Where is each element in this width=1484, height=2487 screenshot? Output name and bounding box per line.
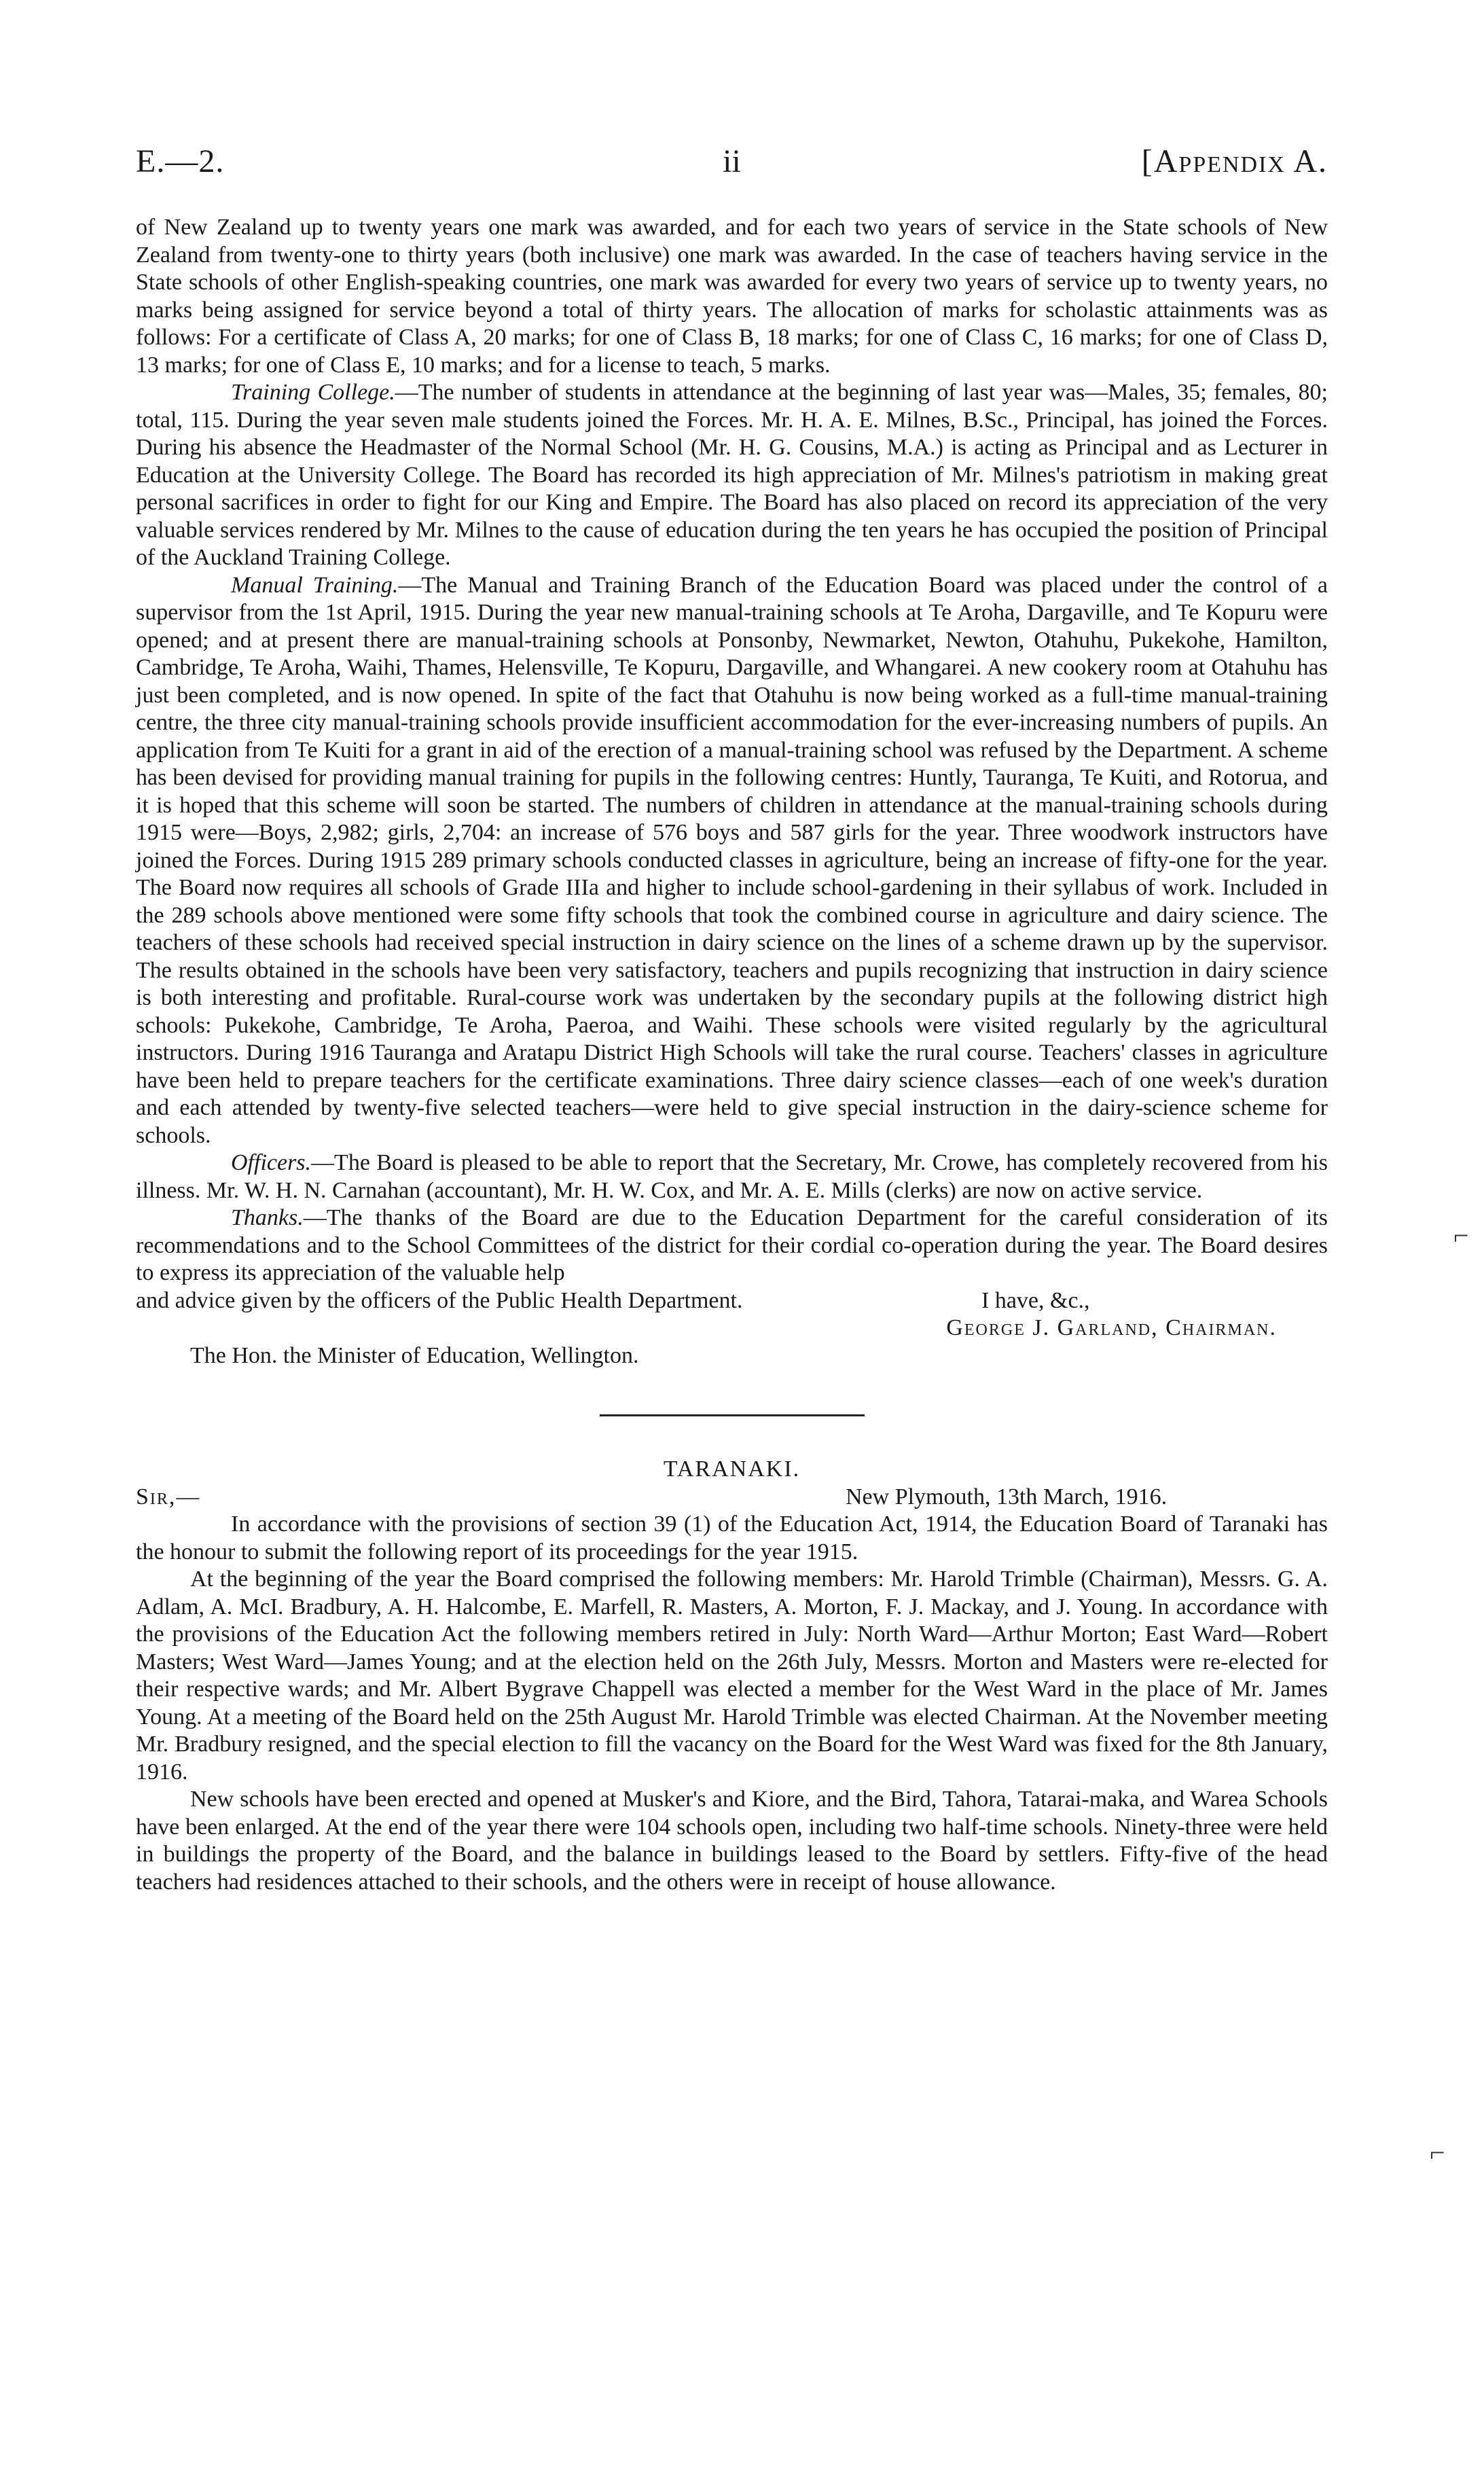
manual-training-heading: Manual Training. xyxy=(231,572,399,598)
taranaki-paragraph: At the beginning of the year the Board comprised the following members: Mr. Harold Trimble (Chairman), Messrs. G. A. Adlam, A. McI. Bradbury, A. H. Halcombe, E. Marfell, R. Masters, A. Morton, F. J. Mackay, and J. Young. In accordance with the provisions of the Education Act the following members retired in July: North Ward—Arthur Morton; East Ward—Robert Masters; West Ward—James Young; and at the election held on the 26th July, Messrs. Morton and Masters were re-elected for their respective wards; and Mr. Albert Bygrave Chappell was elected a member for the West Ward in the place of Mr. James Young. At a meeting of the Board held on the 25th August Mr. Harold Trimble was elected Chairman. At the November meeting Mr. Bradbury resigned, and the special election to fill the vacancy on the Board for the West Ward was fixed for the 8th January, 1916. xyxy=(136,1567,1328,1785)
thanks-closing-row xyxy=(136,1287,1328,1315)
training-college-text: —The number of students in attendance at the beginning of last year was—Males, 35; females, 80; total, 115. During the year seven male students joined the Forces. Mr. H. A. E. Milnes, B.Sc., Principal, has joined the Forces. During his absence the Headmaster of the Normal School (Mr. H. G. Cousins, M.A.) is acting as Principal and as Lecturer in Education at the University College. The Board has recorded its high appreciation of Mr. Milnes's patriotism in making great personal sacrifices in order to fight for our King and Empire. The Board has also placed on record its appreciation of the very valuable services rendered by Mr. Milnes to the cause of education during the ten years he has occupied the position of Principal of the Auckland Training College. xyxy=(136,380,1328,570)
place-date: New Plymouth, 13th March, 1916. xyxy=(846,1484,1168,1509)
closing-phrase: I have, &c., xyxy=(981,1287,1090,1313)
report-body xyxy=(136,214,1328,1896)
thanks-paragraph xyxy=(136,1204,1328,1287)
training-college-heading: Training College. xyxy=(231,380,395,405)
taranaki-paragraph: New schools have been erected and opened at Musker's and Kiore, and the Bird, Tahora, Tatarai-maka, and Warea Schools have been enlarged. At the end of the year there were 104 schools open, including two half-time schools. Ninety-three were held in buildings the property of the Board, and the balance in buildings leased to the Board by settlers. Fifty-five of the head teachers had residences attached to their schools, and the others were in receipt of house allowance. xyxy=(136,1787,1328,1895)
thanks-heading: Thanks. xyxy=(231,1205,304,1230)
margin-mark-icon: ⌐ xyxy=(1453,1220,1469,1251)
thanks-text: —The thanks of the Board are due to the Education Department for the careful consideration of its recommendations and to the School Committees of the district for their cordial co-operation during the year. The Board desires to express its appreciation of the valuable help xyxy=(136,1205,1328,1285)
taranaki-title: TARANAKI. xyxy=(663,1456,801,1482)
salutation: Sir,— xyxy=(136,1484,201,1509)
margin-mark-icon: ⌐ xyxy=(1430,2137,1445,2168)
officers-heading: Officers. xyxy=(231,1150,312,1175)
header-reference: E.—2. xyxy=(136,143,225,179)
section-divider xyxy=(600,1414,865,1416)
opening-paragraph: of New Zealand up to twenty years one mark was awarded, and for each two years of service in the State schools of New Zealand from twenty-one to thirty years (both inclusive) one mark was awarded. In the case of teachers having service in the State schools of other English-speaking countries, one mark was awarded for every two years of service up to twenty years, no marks being assigned for service beyond a total of thirty years. The allocation of marks for scholastic attainments was as follows: For a certificate of Class A, 20 marks; for one of Class B, 18 marks; for one of Class C, 16 marks; for one of Class D, 13 marks; for one of Class E, 10 marks; and for a license to teach, 5 marks. xyxy=(136,215,1328,378)
page-number: ii xyxy=(723,143,741,179)
thanks-last-line: and advice given by the officers of the Public Health Department. xyxy=(136,1287,743,1313)
officers-text: —The Board is pleased to be able to report that the Secretary, Mr. Crowe, has completely recovered from his illness. Mr. W. H. N. Carnahan (accountant), Mr. H. W. Cox, and Mr. A. E. Mills (clerks) are now on active service. xyxy=(136,1150,1328,1203)
officers-paragraph xyxy=(136,1149,1328,1204)
page-header xyxy=(136,143,1328,197)
manual-training-paragraph xyxy=(136,572,1328,1150)
signature: George J. Garland, Chairman. xyxy=(946,1315,1277,1340)
taranaki-paragraph: In accordance with the provisions of section 39 (1) of the Education Act, 1914, the Education Board of Taranaki has the honour to submit the following report of its proceedings for the year 1915. xyxy=(136,1511,1328,1564)
addressee: The Hon. the Minister of Education, Wellington. xyxy=(190,1342,639,1368)
training-college-paragraph xyxy=(136,379,1328,572)
salutation-row xyxy=(136,1484,1328,1511)
manual-training-text: —The Manual and Training Branch of the Education Board was placed under the control of a supervisor from the 1st April, 1915. During the year new manual-training schools at Te Aroha, Dargaville, and Te Kopuru were opened; and at present there are manual-training schools at Ponsonby, Newmarket, Newton, Otahuhu, Pukekohe, Hamilton, Cambridge, Te Aroha, Waihi, Thames, Helensville, Te Kopuru, Dargaville, and Whangarei. A new cookery room at Otahuhu has just been completed, and is now opened. In spite of the fact that Otahuhu is now being worked as a full-time manual-training centre, the three city manual-training schools provide insufficient accommodation for the ever-increasing numbers of pupils. An application from Te Kuiti for a grant in aid of the erection of a manual-training school was refused by the Department. A scheme has been devised for providing manual training for pupils in the following centres: Huntly, Tauranga, Te Kuiti, and Rotorua, and it is hoped that this scheme will soon be started. The numbers of children in attendance at the manual-training schools during 1915 were—Boys, 2,982; girls, 2,704: an increase of 576 boys and 587 girls for the year. Three woodwork instructors have joined the Forces. During 1915 289 primary schools conducted classes in agriculture, being an increase of fifty-one for the year. The Board now requires all schools of Grade IIIa and higher to include school-gardening in their syllabus of work. Included in the 289 schools above mentioned were some fifty schools that took the combined course in agriculture and dairy science. The teachers of these schools had received special instruction in dairy science on the lines of a scheme drawn up by the supervisor. The results obtained in the schools have been very satisfactory, teachers and pupils recognizing that instruction in dairy science is both interesting and profitable. Rural-course work was undertaken by the secondary pupils at the following district high schools: Pukekohe, Cambridge, Te Aroha, Paeroa, and Waihi. These schools were visited regularly by the agricultural instructors. During 1916 Tauranga and Aratapu District High Schools will take the rural course. Teachers' classes in agriculture have been held to prepare teachers for the certificate examinations. Three dairy science classes—each of one week's duration and each attended by twenty-five selected teachers—were held to give special instruction in the dairy-science scheme for schools. xyxy=(136,572,1328,1148)
header-appendix: [Appendix A. xyxy=(1141,143,1328,179)
